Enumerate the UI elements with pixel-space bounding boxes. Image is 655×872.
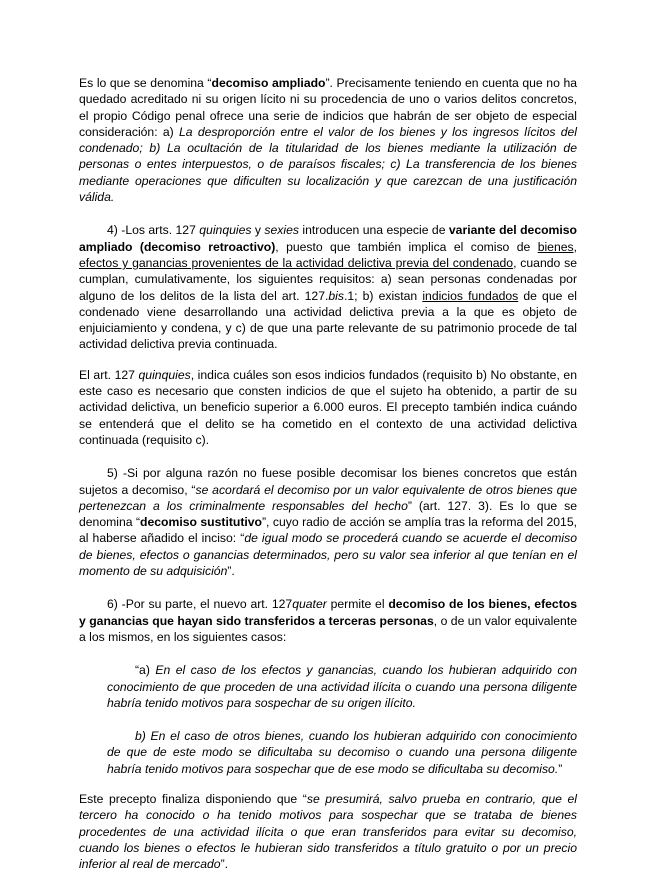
term-decomiso-sustitutivo: decomiso sustitutivo (140, 515, 262, 530)
underlined-bienes-efectos: bienes, efectos y ganancias provenientes de la actividad delictiva previa del condenado (79, 239, 577, 270)
paragraph-point-4: 4) -Los arts. 127 quinquies y sexies introducen una especie de variante del decomiso ampliado (decomiso retroactivo), puesto que también implica el comiso de bienes, efectos y ganancias provenientes de la actividad delictiva previa del condenado, cuando se cumplan, cumulativamente, los siguientes requisitos: a) sean personas condenadas por alguno de los delitos de la lista del art. 127.bis.1; b) existan indicios fundados de que el condenado viene desarrollando una actividad delictiva previa a la que es objeto de enjuiciamiento y condena, y c) de que una parte relevante de su patrimonio procede de tal actividad delictiva previa continuada. (79, 223, 577, 352)
paragraph-art-127-quinquies: El art. 127 quinquies, indica cuáles son esos indicios fundados (requisito b) No obstante, en este caso es necesario que consten indicios de que el sujeto ha obtenido, a partir de su actividad delictiva, un beneficio superior a 6.000 euros. El precepto también indica cuándo se entenderá que el delito se ha cometido en el contexto de una actividad delictiva continuada (requisito c). (79, 367, 577, 447)
term-decomiso-ampliado: decomiso ampliado (211, 76, 326, 90)
paragraph-presuncion: Este precepto finaliza disponiendo que “se presumirá, salvo prueba en contrario, que el tercero ha conocido o ha tenido motivos para sospechar que se trataba de bienes procedentes de una actividad ilícita o que eran transferidos para evitar su decomiso, cuando los bienes o efectos le hubieran sido transferidos a título gratuito o por un precio inferior al real de mercado”. (79, 791, 577, 872)
paragraph-point-6: 6) -Por su parte, el nuevo art. 127quater permite el decomiso de los bienes, efectos y ganancias que hayan sido transferidos a terceras personas, o de un valor equivalente a los mismos, en los siguientes casos: (79, 597, 577, 644)
quote-case-a: “a) En el caso de los efectos y ganancias, cuando los hubieran adquirido con conocimiento de que proceden de una actividad ilícita o cuando una persona diligente habría tenido motivos para sospechar de su origen ilícito. (107, 663, 577, 710)
paragraph-decomiso-ampliado: Es lo que se denomina “decomiso ampliado”. Precisamente teniendo en cuenta que no ha quedado acreditado ni su origen lícito ni su procedencia de uno o varios delitos concretos, el propio Código penal ofrece una serie de indicios que habrán de ser objeto de especial consideración: a) La desproporción entre el valor de los bienes y los ingresos lícitos del condenado; b) La ocultación de la titularidad de los bienes mediante la utilización de personas o entes interpuestos, o de paraísos fiscales; c) La transferencia de los bienes mediante operaciones que dificulten su localización y que carezcan de una justificación válida. (79, 76, 577, 205)
quote-case-b: b) En el caso de otros bienes, cuando los hubieran adquirido con conocimiento de que de este modo se dificultaba su decomiso o cuando una persona diligente habría tenido motivos para sospechar que de ese modo se dificultaba su decomiso.” (107, 729, 577, 776)
term-decomiso-terceros: decomiso de los bienes, efectos y ganancias que hayan sido transferidos a terceras personas (79, 597, 577, 628)
paragraph-point-5: 5) -Si por alguna razón no fuese posible decomisar los bienes concretos que están sujetos a decomiso, “se acordará el decomiso por un valor equivalente de otros bienes que pertenezcan a los criminalmente responsables del hecho” (art. 127. 3). Es lo que se denomina “decomiso sustitutivo”, cuyo radio de acción se amplía tras la reforma del 2015, al haberse añadido el inciso: “de igual modo se procederá cuando se acuerde el decomiso de bienes, efectos o ganancias determinados, pero su valor sea inferior al que tenían en el momento de su adquisición”. (79, 466, 577, 579)
term-decomiso-retroactivo: variante del decomiso ampliado (decomiso retroactivo) (79, 223, 577, 254)
underlined-indicios-fundados: indicios fundados (422, 288, 519, 303)
